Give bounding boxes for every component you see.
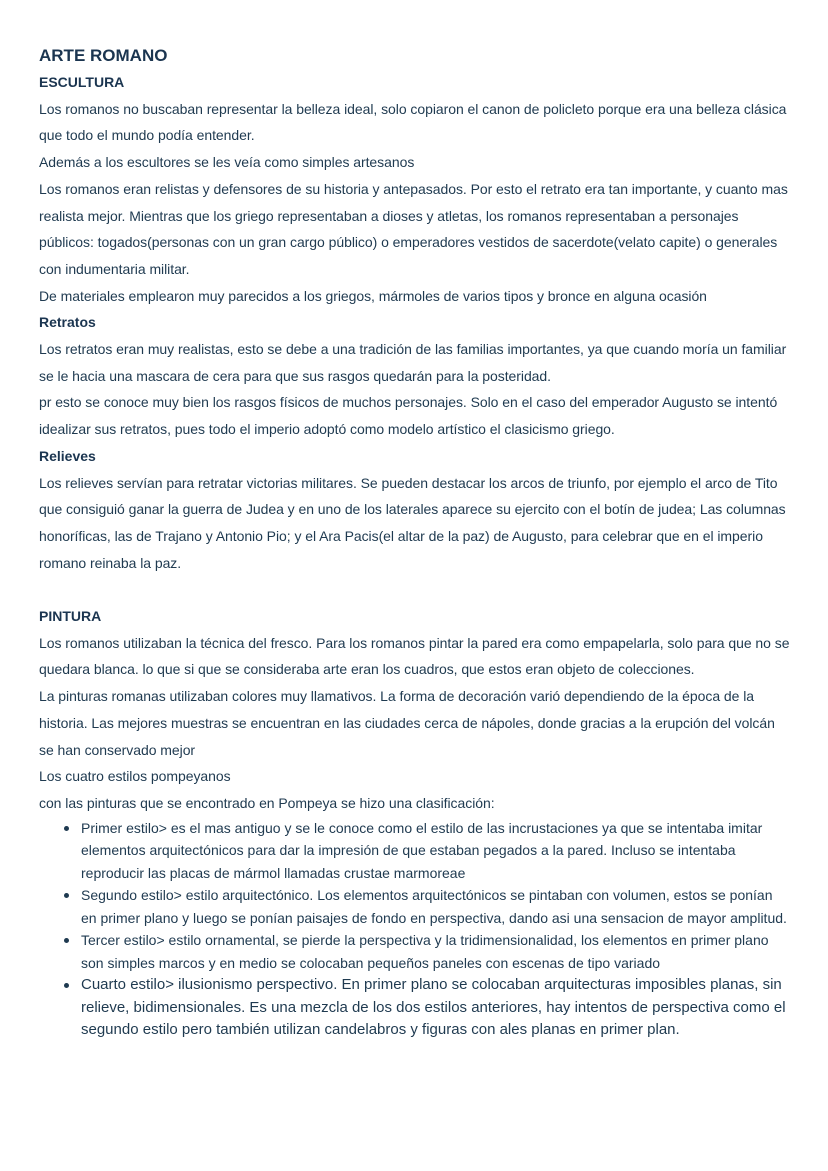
list-item: Segundo estilo> estilo arquitectónico. Los elementos arquitectónicos se pintaban con volumen, estos se ponían en primer plano y luego se ponían paisajes de fondo en perspectiva, dando asi una sensacion de mayor amplitud.	[81, 884, 791, 929]
paragraph: Los romanos no buscaban representar la belleza ideal, solo copiaron el canon de policleto porque era una belleza clásica que todo el mundo podía entender.	[39, 100, 787, 144]
paragraph: Además a los escultores se les veía como simples artesanos	[39, 154, 415, 171]
document-page	[39, 43, 791, 1042]
document-title: ARTE ROMANO	[39, 46, 168, 65]
section-escultura	[39, 69, 791, 309]
section-heading-pintura: PINTURA	[39, 608, 102, 625]
section-heading-relieves: Relieves	[39, 447, 96, 464]
paragraph: Los cuatro estilos pompeyanos	[39, 768, 231, 785]
section-heading-escultura: ESCULTURA	[39, 74, 125, 90]
paragraph: De materiales emplearon muy parecidos a los griegos, mármoles de varios tipos y bronce en alguna ocasión	[39, 287, 707, 304]
list-item: Tercer estilo> estilo ornamental, se pierde la perspectiva y la tridimensionalidad, los elementos en primer plano son simples marcos y en medio se colocaban pequeños paneles con escenas de tipo variado	[81, 929, 791, 974]
paragraph: Los retratos eran muy realistas, esto se debe a una tradición de las familias importantes, ya que cuando moría un familiar se le hacia una mascara de cera para que sus rasgos quedarán para la posteridad.	[39, 341, 787, 384]
section-heading-retratos: Retratos	[39, 314, 96, 331]
section-relieves	[39, 443, 791, 577]
paragraph: La pinturas romanas utilizaban colores muy llamativos. La forma de decoración varió dependiendo de la época de la historia. Las mejores muestras se encuentran en las ciudades cerca de nápoles, donde gracias a la erupción del volcán se han conservado mejor	[39, 688, 775, 758]
paragraph: pr esto se conoce muy bien los rasgos físicos de muchos personajes. Solo en el caso del emperador Augusto se intentó idealizar sus retratos, pues todo el imperio adoptó como modelo artístico el clasicismo griego.	[39, 394, 778, 438]
paragraph: Los relieves servían para retratar victorias militares. Se pueden destacar los arcos de triunfo, por ejemplo el arco de Tito que consiguió ganar la guerra de Judea y en uno de los laterales aparece su ejercito con el botín de judea; Las columnas honoríficas, las de Trajano y Antonio Pio; y el Ara Pacis(el altar de la paz) de Augusto, para celebrar que en el imperio romano reinaba la paz.	[39, 474, 786, 571]
list-item: Primer estilo> es el mas antiguo y se le conoce como el estilo de las incrustaciones ya que se intentaba imitar elementos arquitectónicos para dar la impresión de que estaban pegados a la pared. Incluso se intentaba reproducir las placas de mármol llamadas crustae marmoreae	[81, 817, 791, 885]
list-item: Cuarto estilo> ilusionismo perspectivo. En primer plano se colocaban arquitecturas imposibles planas, sin relieve, bidimensionales. Es una mezcla de los dos estilos anteriores, hay intentos de perspectiva como el segundo estilo pero también utilizan candelabros y figuras con ales planas en primer plan.	[81, 974, 791, 1042]
section-retratos	[39, 309, 791, 443]
paragraph: Los romanos eran relistas y defensores de su historia y antepasados. Por esto el retrato era tan importante, y cuanto mas realista mejor. Mientras que los griego representaban a dioses y atletas, los romanos representaban a personajes públicos: togados(personas con un gran cargo público) o emperadores vestidos de sacerdote(velato capite) o generales con indumentaria militar.	[39, 180, 788, 277]
paragraph: con las pinturas que se encontrado en Pompeya se hizo una clasificación:	[39, 794, 495, 811]
pompeian-styles-list	[39, 817, 791, 1042]
paragraph: Los romanos utilizaban la técnica del fresco. Para los romanos pintar la pared era como empapelarla, solo para que no se quedara blanca. lo que si que se consideraba arte eran los cuadros, que estos eran objeto de colecciones.	[39, 634, 790, 678]
section-pintura	[39, 603, 791, 1042]
spacer	[39, 576, 791, 603]
